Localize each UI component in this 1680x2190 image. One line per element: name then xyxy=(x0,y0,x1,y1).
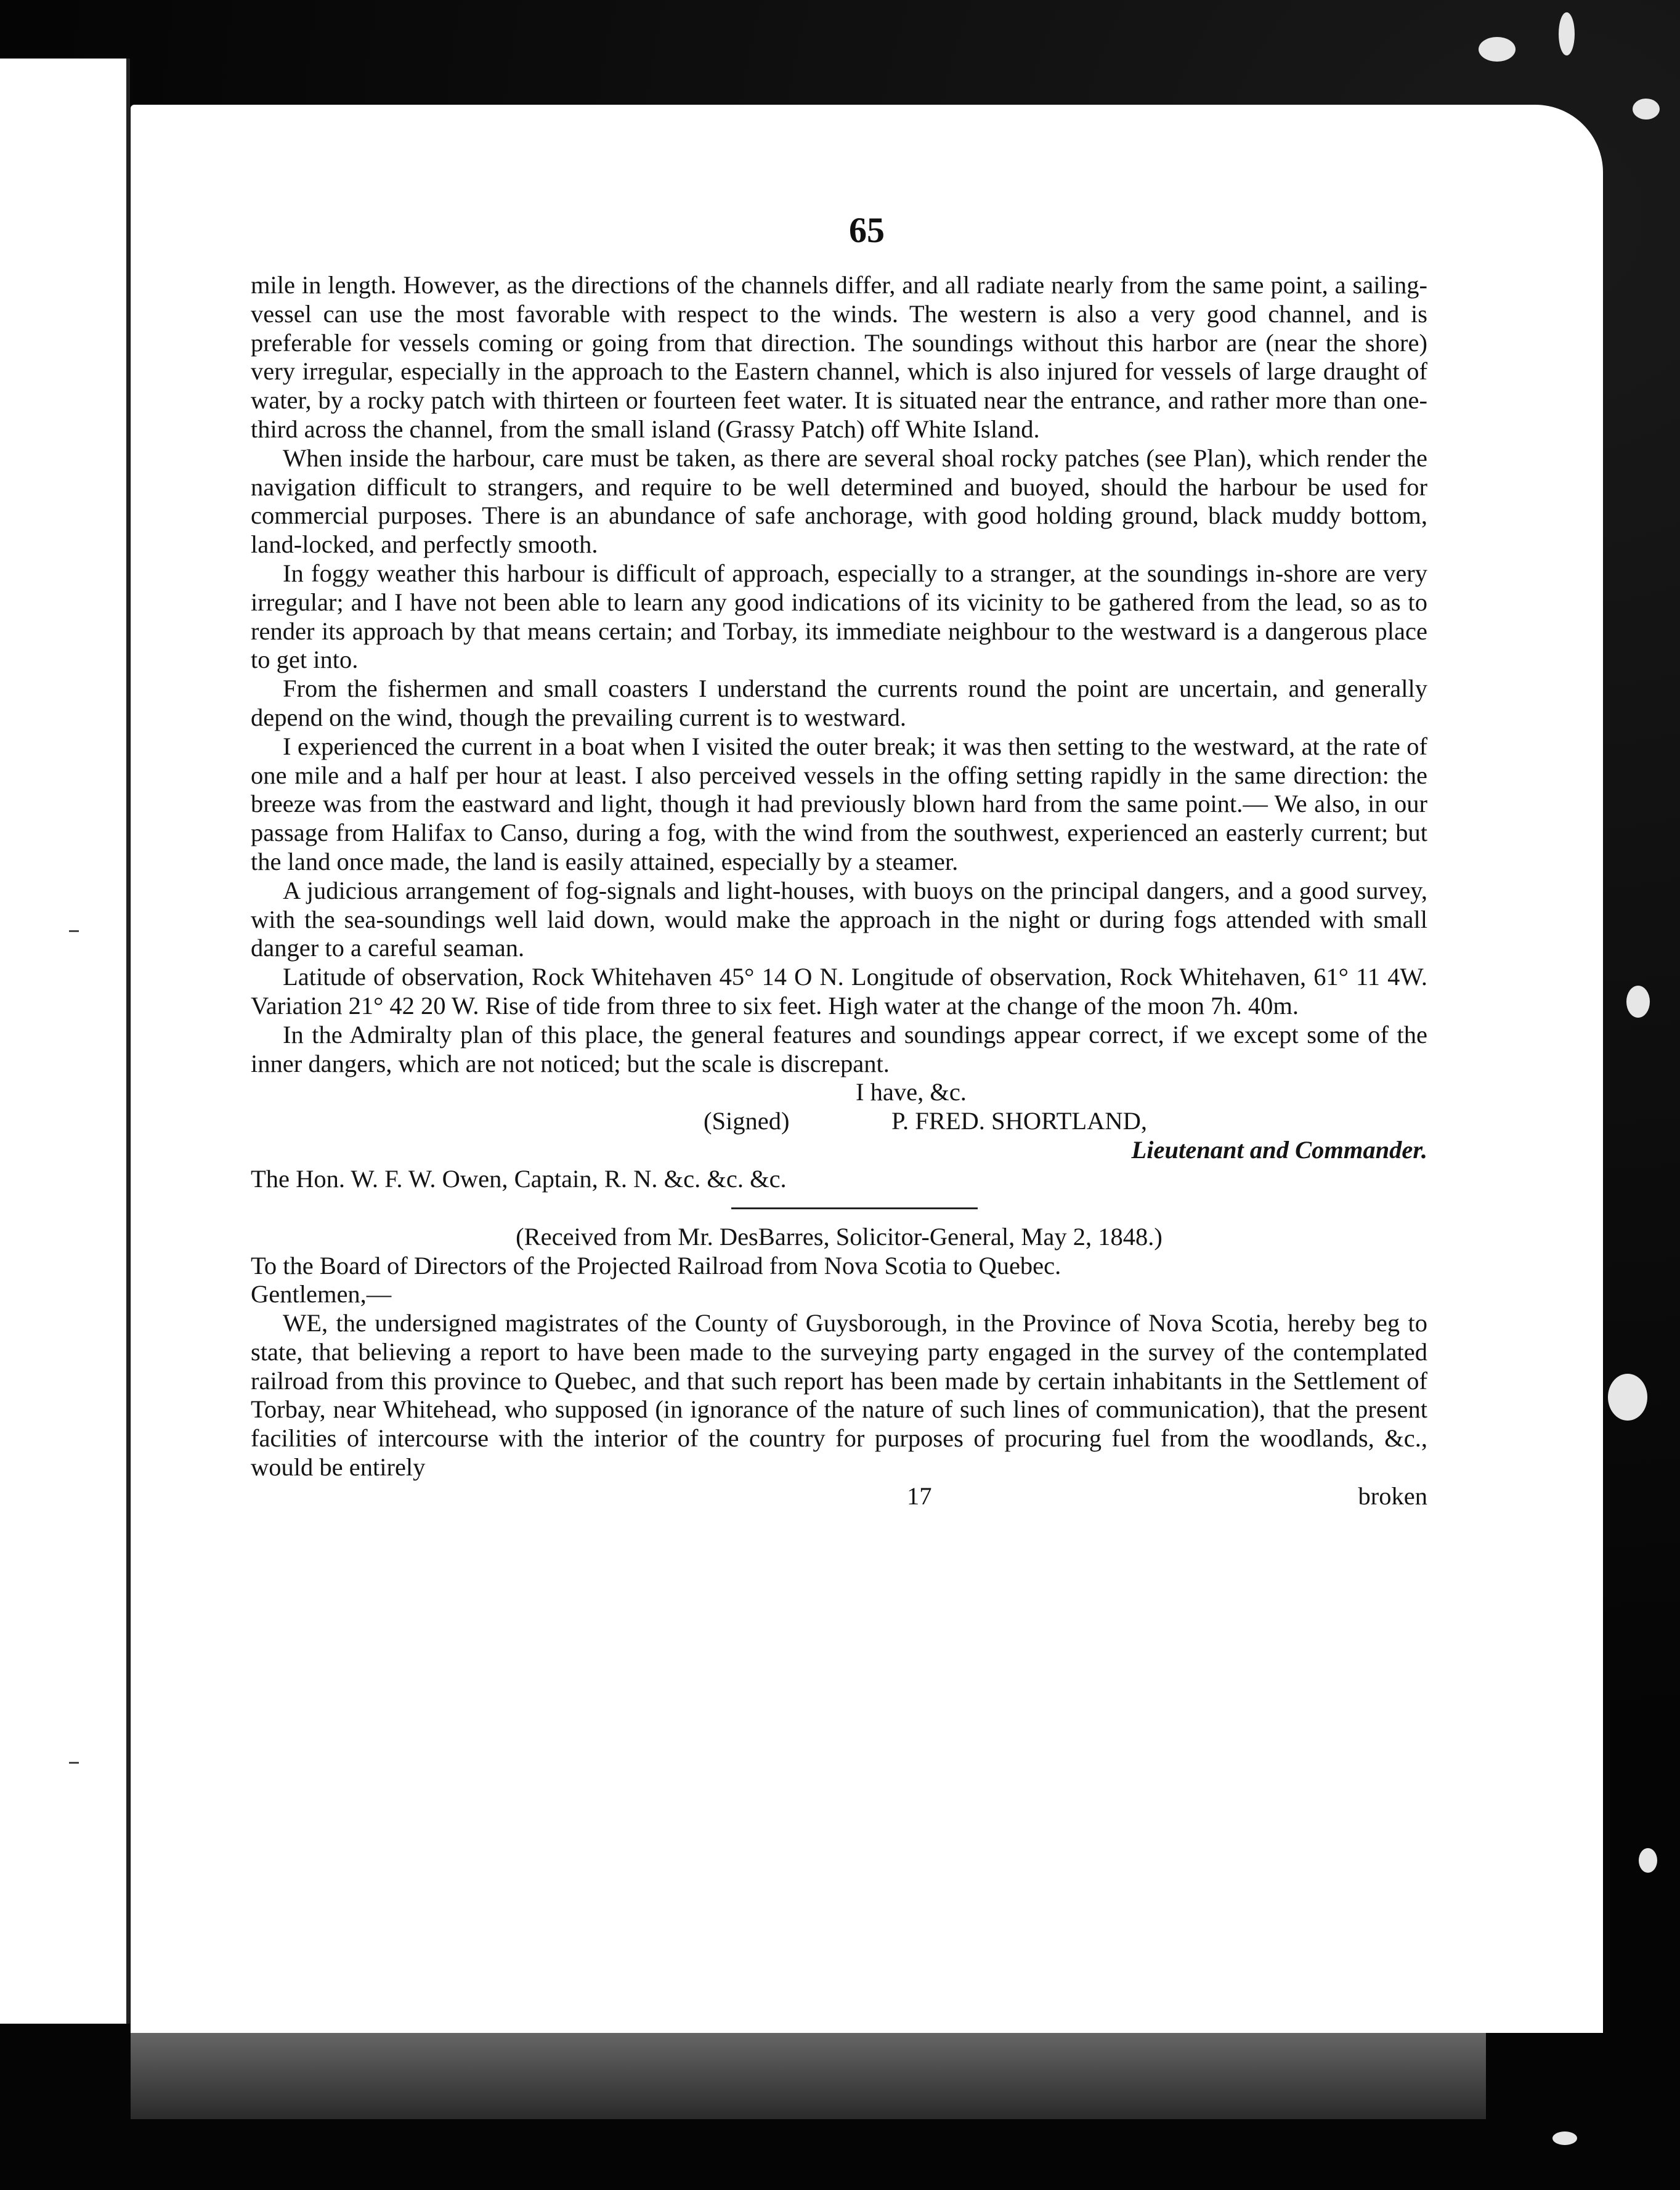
dust-speck xyxy=(1479,37,1516,62)
signature-mark: 17 xyxy=(907,1482,932,1510)
signer-name: P. FRED. SHORTLAND, xyxy=(891,1107,1148,1135)
dust-speck xyxy=(1633,99,1660,120)
paragraph: I experienced the current in a boat when I visited the outer break; it was then setting to the westward, at the rate of one mile and a half per hour at least. I also perceived vessels in the offing setting rapidly in the same direction: the breeze was from the eastward and light, though it had previously blown hard from the same point.— We also, in our passage from Halifax to Canso, during a fog, with the wind from the southwest, experienced an easterly current; but the land once made, the land is easily attained, especially by a steamer. xyxy=(251,732,1427,875)
addressee: The Hon. W. F. W. Owen, Captain, R. N. &c. &c. &c. xyxy=(251,1164,787,1193)
received-note: (Received from Mr. DesBarres, Solicitor-General, May 2, 1848.) xyxy=(516,1222,1163,1251)
document-page xyxy=(131,105,1603,2033)
margin-mark xyxy=(69,1762,79,1764)
salutation: Gentlemen,— xyxy=(251,1280,392,1308)
dust-speck xyxy=(1559,12,1575,55)
paragraph: When inside the harbour, care must be taken, as there are several shoal rocky patches (see Plan), which render the navigation difficult to strangers, and require to be well determined and buoyed, should the harbour be used for commercial purposes. There is an abundance of safe anchorage, with good holding ground, black muddy bottom, land-locked, and perfectly smooth. xyxy=(251,444,1427,559)
paragraph: In the Admiralty plan of this place, the general features and soundings appear correct, if we except some of the inner dangers, which are not noticed; but the scale is discrepant. xyxy=(251,1020,1427,1077)
margin-mark xyxy=(69,930,79,932)
signed-label: (Signed) xyxy=(704,1107,790,1135)
dust-speck xyxy=(1639,1848,1657,1873)
letter-paragraph: WE, the undersigned magistrates of the County of Guysborough, in the Province of Nova Scotia, hereby beg to state, that believing a report to have been made to the surveying party engaged in the survey of the contemplated railroad from this province to Quebec, and that such report has been made by certain inhabitants in the Settlement of Torbay, near Whitehead, who supposed (in ignorance of the nature of such lines of communication), that the present facilities of intercourse with the interior of the country for purposes of procuring fuel from the woodlands, &c., would be entirely xyxy=(251,1309,1427,1482)
page-footer xyxy=(251,1482,1427,1511)
page-number: 65 xyxy=(849,210,885,250)
paragraph: mile in length. However, as the directions of the channels differ, and all radiate nearly from the same point, a sailing-vessel can use the most favorable with respect to the winds. The western is also a very good channel, and is preferable for vessels coming or going from that direction. The soundings without this harbor are (near the shore) very irregular, especially in the approach to the Eastern channel, which is also injured for vessels of large draught of water, by a rocky patch with thirteen or fourteen feet water. It is situated near the entrance, and rather more than one-third across the channel, from the small island (Grassy Patch) off White Island. xyxy=(251,271,1427,443)
dust-speck xyxy=(1608,1374,1647,1421)
facing-page-edge xyxy=(0,59,130,2024)
paragraph: From the fishermen and small coasters I understand the currents round the point are uncertain, and generally depend on the wind, though the prevailing current is to westward. xyxy=(251,675,1427,731)
page-bottom-shadow xyxy=(131,2027,1486,2119)
paragraph: In foggy weather this harbour is difficult of approach, especially to a stranger, at the soundings in-shore are very irregular; and I have not been able to learn any good indications of its vicinity to be gathered from the lead, so as to render its approach by that means certain; and Torbay, its immediate neighbour to the westward is a dangerous place to get into. xyxy=(251,559,1427,674)
dust-speck xyxy=(1626,986,1650,1018)
paragraph: Latitude of observation, Rock Whitehaven 45° 14 O N. Longitude of observation, Rock Whitehaven, 61° 11 4W. Variation 21° 42 20 W. Rise of tide from three to six feet. High water at the change of the moon 7h. 40m. xyxy=(251,963,1427,1020)
paragraph: A judicious arrangement of fog-signals and light-houses, with buoys on the principal dangers, and a good survey, with the sea-soundings well laid down, would make the approach in the night or during fogs attended with small danger to a careful seaman. xyxy=(251,876,1427,962)
signer-rank: Lieutenant and Commander. xyxy=(1131,1136,1427,1164)
body-text xyxy=(251,271,1427,1511)
signature-line xyxy=(251,1107,1427,1136)
catchword: broken xyxy=(1358,1482,1427,1510)
closing-line: I have, &c. xyxy=(856,1078,967,1106)
section-divider xyxy=(731,1207,978,1209)
letter-recipient: To the Board of Directors of the Projected Railroad from Nova Scotia to Quebec. xyxy=(251,1251,1061,1280)
dust-speck xyxy=(1552,2131,1577,2145)
